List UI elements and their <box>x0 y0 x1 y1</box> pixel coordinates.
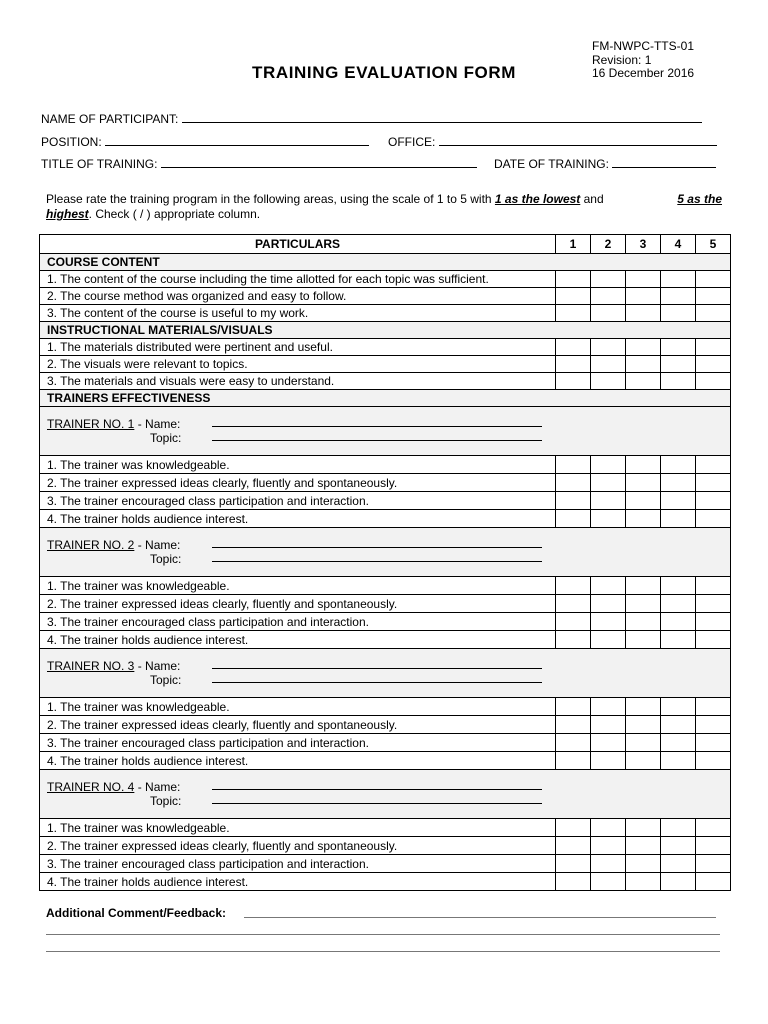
table-row <box>40 819 731 837</box>
criterion-text: 2. The trainer expressed ideas clearly, fluently and spontaneously. <box>40 837 556 855</box>
rating-cell-2[interactable] <box>591 577 626 595</box>
rating-cell-1[interactable] <box>556 613 591 631</box>
rating-cell-1[interactable] <box>556 855 591 873</box>
rating-cell-5[interactable] <box>696 373 731 390</box>
rating-cell-4[interactable] <box>661 510 696 528</box>
table-header-row <box>40 235 731 254</box>
rating-cell-3[interactable] <box>626 752 661 770</box>
table-row <box>40 339 731 356</box>
office-field[interactable] <box>439 134 717 146</box>
trainer-name-label: - Name: <box>134 780 181 794</box>
training-title-row <box>41 156 477 171</box>
training-date-field[interactable] <box>612 156 716 168</box>
rating-cell-2[interactable] <box>591 492 626 510</box>
trainer-info <box>40 407 731 456</box>
trainer-name-field[interactable] <box>212 547 542 548</box>
rating-cell-5[interactable] <box>696 577 731 595</box>
table-row <box>40 356 731 373</box>
trainer-topic-field[interactable] <box>212 682 542 683</box>
rating-cell-1[interactable] <box>556 339 591 356</box>
rating-cell-2[interactable] <box>591 752 626 770</box>
table-row <box>40 510 731 528</box>
rating-header-1: 1 <box>556 235 591 254</box>
trainer-topic-field[interactable] <box>212 561 542 562</box>
position-label: POSITION: <box>41 135 102 149</box>
trainer-number: TRAINER NO. 2 <box>47 538 135 552</box>
comment-line-2[interactable] <box>46 934 720 935</box>
table-row <box>40 631 731 649</box>
table-row <box>40 734 731 752</box>
rating-cell-4[interactable] <box>661 356 696 373</box>
rating-cell-4[interactable] <box>661 752 696 770</box>
table-row <box>40 595 731 613</box>
rating-cell-4[interactable] <box>661 577 696 595</box>
trainer-name-field[interactable] <box>212 668 542 669</box>
rating-cell-1[interactable] <box>556 819 591 837</box>
criterion-text: 3. The trainer encouraged class participation and interaction. <box>40 734 556 752</box>
rating-cell-5[interactable] <box>696 339 731 356</box>
criterion-text: 4. The trainer holds audience interest. <box>40 631 556 649</box>
trainer-name-field[interactable] <box>212 789 542 790</box>
rating-cell-2[interactable] <box>591 305 626 322</box>
section-title: COURSE CONTENT <box>40 254 731 271</box>
table-row <box>40 373 731 390</box>
office-row <box>388 134 717 149</box>
trainer-name-label: - Name: <box>134 417 181 431</box>
training-title-label: TITLE OF TRAINING: <box>41 157 158 171</box>
trainer-row <box>40 770 731 819</box>
rating-cell-3[interactable] <box>626 271 661 288</box>
rating-cell-1[interactable] <box>556 837 591 855</box>
rating-cell-3[interactable] <box>626 698 661 716</box>
trainer-name-label: - Name: <box>134 659 181 673</box>
trainer-name-field[interactable] <box>212 426 542 427</box>
comment-label: Additional Comment/Feedback: <box>46 906 227 920</box>
rating-cell-2[interactable] <box>591 373 626 390</box>
criterion-text: 3. The content of the course is useful to my work. <box>40 305 556 322</box>
rating-cell-4[interactable] <box>661 305 696 322</box>
rating-cell-3[interactable] <box>626 577 661 595</box>
section-title: TRAINERS EFFECTIVENESS <box>40 390 731 407</box>
criterion-text: 2. The course method was organized and easy to follow. <box>40 288 556 305</box>
rating-cell-2[interactable] <box>591 837 626 855</box>
participant-label: NAME OF PARTICIPANT: <box>41 112 179 126</box>
participant-row <box>41 111 702 126</box>
office-label: OFFICE: <box>388 135 436 149</box>
rating-cell-1[interactable] <box>556 474 591 492</box>
rating-cell-1[interactable] <box>556 734 591 752</box>
criterion-text: 1. The trainer was knowledgeable. <box>40 698 556 716</box>
trainer-row <box>40 649 731 698</box>
rating-cell-2[interactable] <box>591 873 626 891</box>
training-date-label: DATE OF TRAINING: <box>494 157 609 171</box>
table-row <box>40 271 731 288</box>
rating-header-3: 3 <box>626 235 661 254</box>
rating-cell-2[interactable] <box>591 271 626 288</box>
section-row <box>40 322 731 339</box>
rating-cell-5[interactable] <box>696 510 731 528</box>
rating-cell-5[interactable] <box>696 271 731 288</box>
table-row <box>40 698 731 716</box>
section-title: INSTRUCTIONAL MATERIALS/VISUALS <box>40 322 731 339</box>
rating-cell-2[interactable] <box>591 288 626 305</box>
rating-cell-5[interactable] <box>696 734 731 752</box>
rating-cell-4[interactable] <box>661 271 696 288</box>
rating-cell-3[interactable] <box>626 510 661 528</box>
rating-cell-3[interactable] <box>626 631 661 649</box>
criterion-text: 1. The materials distributed were pertinent and useful. <box>40 339 556 356</box>
rating-cell-5[interactable] <box>696 613 731 631</box>
rating-cell-2[interactable] <box>591 855 626 873</box>
training-title-field[interactable] <box>161 156 477 168</box>
rating-cell-3[interactable] <box>626 474 661 492</box>
rating-cell-2[interactable] <box>591 595 626 613</box>
rating-cell-4[interactable] <box>661 456 696 474</box>
rating-cell-5[interactable] <box>696 873 731 891</box>
rating-cell-5[interactable] <box>696 474 731 492</box>
trainer-topic-label: Topic: <box>150 673 182 687</box>
rating-cell-5[interactable] <box>696 492 731 510</box>
particulars-header: PARTICULARS <box>40 235 556 254</box>
rating-header-4: 4 <box>661 235 696 254</box>
rating-cell-1[interactable] <box>556 595 591 613</box>
trainer-number: TRAINER NO. 1 <box>47 417 135 431</box>
section-row <box>40 390 731 407</box>
instructions: Please rate the training program in the following areas, using the scale of 1 to 5 with 1 as the lowest and 5 as the highest. Check ( / ) appropriate column. <box>46 192 722 221</box>
trainer-number: TRAINER NO. 3 <box>47 659 135 673</box>
rating-cell-3[interactable] <box>626 734 661 752</box>
rating-cell-3[interactable] <box>626 613 661 631</box>
criterion-text: 1. The trainer was knowledgeable. <box>40 577 556 595</box>
rating-cell-1[interactable] <box>556 456 591 474</box>
rating-cell-1[interactable] <box>556 698 591 716</box>
rating-cell-3[interactable] <box>626 456 661 474</box>
rating-cell-1[interactable] <box>556 356 591 373</box>
rating-cell-4[interactable] <box>661 873 696 891</box>
position-field[interactable] <box>105 134 369 146</box>
criterion-text: 2. The visuals were relevant to topics. <box>40 356 556 373</box>
rating-cell-1[interactable] <box>556 510 591 528</box>
rating-cell-5[interactable] <box>696 698 731 716</box>
rating-cell-5[interactable] <box>696 716 731 734</box>
trainer-topic-field[interactable] <box>212 803 542 804</box>
rating-cell-3[interactable] <box>626 819 661 837</box>
section-row <box>40 254 731 271</box>
criterion-text: 2. The trainer expressed ideas clearly, fluently and spontaneously. <box>40 716 556 734</box>
rating-cell-5[interactable] <box>696 456 731 474</box>
rating-cell-3[interactable] <box>626 873 661 891</box>
rating-cell-2[interactable] <box>591 613 626 631</box>
rating-cell-1[interactable] <box>556 631 591 649</box>
criterion-text: 4. The trainer holds audience interest. <box>40 510 556 528</box>
rating-cell-1[interactable] <box>556 271 591 288</box>
rating-cell-1[interactable] <box>556 288 591 305</box>
evaluation-table-body <box>40 235 731 891</box>
table-row <box>40 752 731 770</box>
rating-cell-5[interactable] <box>696 595 731 613</box>
rating-cell-4[interactable] <box>661 698 696 716</box>
trainer-info <box>40 528 731 577</box>
rating-cell-1[interactable] <box>556 752 591 770</box>
trainer-row <box>40 528 731 577</box>
rating-cell-5[interactable] <box>696 855 731 873</box>
rating-header-2: 2 <box>591 235 626 254</box>
position-row <box>41 134 369 149</box>
rating-cell-4[interactable] <box>661 837 696 855</box>
evaluation-table <box>39 234 731 891</box>
rating-cell-2[interactable] <box>591 819 626 837</box>
rating-cell-3[interactable] <box>626 373 661 390</box>
rating-cell-5[interactable] <box>696 752 731 770</box>
table-row <box>40 613 731 631</box>
rating-cell-1[interactable] <box>556 373 591 390</box>
rating-cell-4[interactable] <box>661 855 696 873</box>
table-row <box>40 577 731 595</box>
rating-cell-3[interactable] <box>626 595 661 613</box>
rating-cell-4[interactable] <box>661 492 696 510</box>
criterion-text: 3. The trainer encouraged class participation and interaction. <box>40 492 556 510</box>
rating-cell-3[interactable] <box>626 855 661 873</box>
trainer-row <box>40 407 731 456</box>
criterion-text: 2. The trainer expressed ideas clearly, fluently and spontaneously. <box>40 595 556 613</box>
criterion-text: 3. The materials and visuals were easy to understand. <box>40 373 556 390</box>
rating-cell-2[interactable] <box>591 734 626 752</box>
rating-cell-5[interactable] <box>696 305 731 322</box>
rating-cell-1[interactable] <box>556 305 591 322</box>
trainer-topic-label: Topic: <box>150 552 182 566</box>
rating-cell-3[interactable] <box>626 837 661 855</box>
table-row <box>40 305 731 322</box>
rating-cell-4[interactable] <box>661 734 696 752</box>
rating-cell-5[interactable] <box>696 837 731 855</box>
revision: Revision: 1 <box>592 52 652 67</box>
table-row <box>40 837 731 855</box>
rating-cell-4[interactable] <box>661 288 696 305</box>
comment-line-3[interactable] <box>46 951 720 952</box>
participant-field[interactable] <box>182 111 702 123</box>
rating-cell-5[interactable] <box>696 819 731 837</box>
trainer-topic-label: Topic: <box>150 794 182 808</box>
table-row <box>40 474 731 492</box>
criterion-text: 3. The trainer encouraged class participation and interaction. <box>40 613 556 631</box>
criterion-text: 2. The trainer expressed ideas clearly, fluently and spontaneously. <box>40 474 556 492</box>
criterion-text: 4. The trainer holds audience interest. <box>40 752 556 770</box>
rating-cell-2[interactable] <box>591 510 626 528</box>
rating-cell-1[interactable] <box>556 492 591 510</box>
comment-line-1[interactable] <box>244 917 716 918</box>
table-row <box>40 456 731 474</box>
rating-cell-1[interactable] <box>556 716 591 734</box>
rating-cell-2[interactable] <box>591 631 626 649</box>
rating-header-5: 5 <box>696 235 731 254</box>
rating-cell-2[interactable] <box>591 456 626 474</box>
rating-cell-5[interactable] <box>696 356 731 373</box>
trainer-number: TRAINER NO. 4 <box>47 780 135 794</box>
table-row <box>40 716 731 734</box>
criterion-text: 1. The trainer was knowledgeable. <box>40 819 556 837</box>
rating-cell-3[interactable] <box>626 716 661 734</box>
form-code: FM-NWPC-TTS-01 <box>592 39 694 53</box>
rating-cell-3[interactable] <box>626 492 661 510</box>
table-row <box>40 492 731 510</box>
table-row <box>40 288 731 305</box>
rating-cell-3[interactable] <box>626 356 661 373</box>
rating-cell-4[interactable] <box>661 373 696 390</box>
rating-cell-5[interactable] <box>696 631 731 649</box>
rating-cell-4[interactable] <box>661 595 696 613</box>
trainer-topic-field[interactable] <box>212 440 542 441</box>
rating-cell-2[interactable] <box>591 339 626 356</box>
trainer-info <box>40 770 731 819</box>
rating-cell-4[interactable] <box>661 474 696 492</box>
rating-cell-3[interactable] <box>626 288 661 305</box>
rating-cell-3[interactable] <box>626 339 661 356</box>
trainer-topic-label: Topic: <box>150 431 182 445</box>
rating-cell-4[interactable] <box>661 339 696 356</box>
rating-cell-2[interactable] <box>591 698 626 716</box>
rating-cell-2[interactable] <box>591 474 626 492</box>
rating-cell-4[interactable] <box>661 716 696 734</box>
revision-date: 16 December 2016 <box>592 66 695 80</box>
rating-cell-4[interactable] <box>661 819 696 837</box>
page-title: TRAINING EVALUATION FORM <box>251 63 517 82</box>
criterion-text: 4. The trainer holds audience interest. <box>40 873 556 891</box>
training-date-row <box>494 156 716 171</box>
trainer-info <box>40 649 731 698</box>
rating-cell-2[interactable] <box>591 356 626 373</box>
criterion-text: 3. The trainer encouraged class participation and interaction. <box>40 855 556 873</box>
table-row <box>40 855 731 873</box>
criterion-text: 1. The content of the course including the time allotted for each topic was sufficient. <box>40 271 556 288</box>
rating-cell-5[interactable] <box>696 288 731 305</box>
rating-cell-4[interactable] <box>661 631 696 649</box>
rating-cell-3[interactable] <box>626 305 661 322</box>
criterion-text: 1. The trainer was knowledgeable. <box>40 456 556 474</box>
trainer-name-label: - Name: <box>134 538 181 552</box>
rating-cell-1[interactable] <box>556 873 591 891</box>
rating-cell-2[interactable] <box>591 716 626 734</box>
table-row <box>40 873 731 891</box>
rating-cell-1[interactable] <box>556 577 591 595</box>
rating-cell-4[interactable] <box>661 613 696 631</box>
